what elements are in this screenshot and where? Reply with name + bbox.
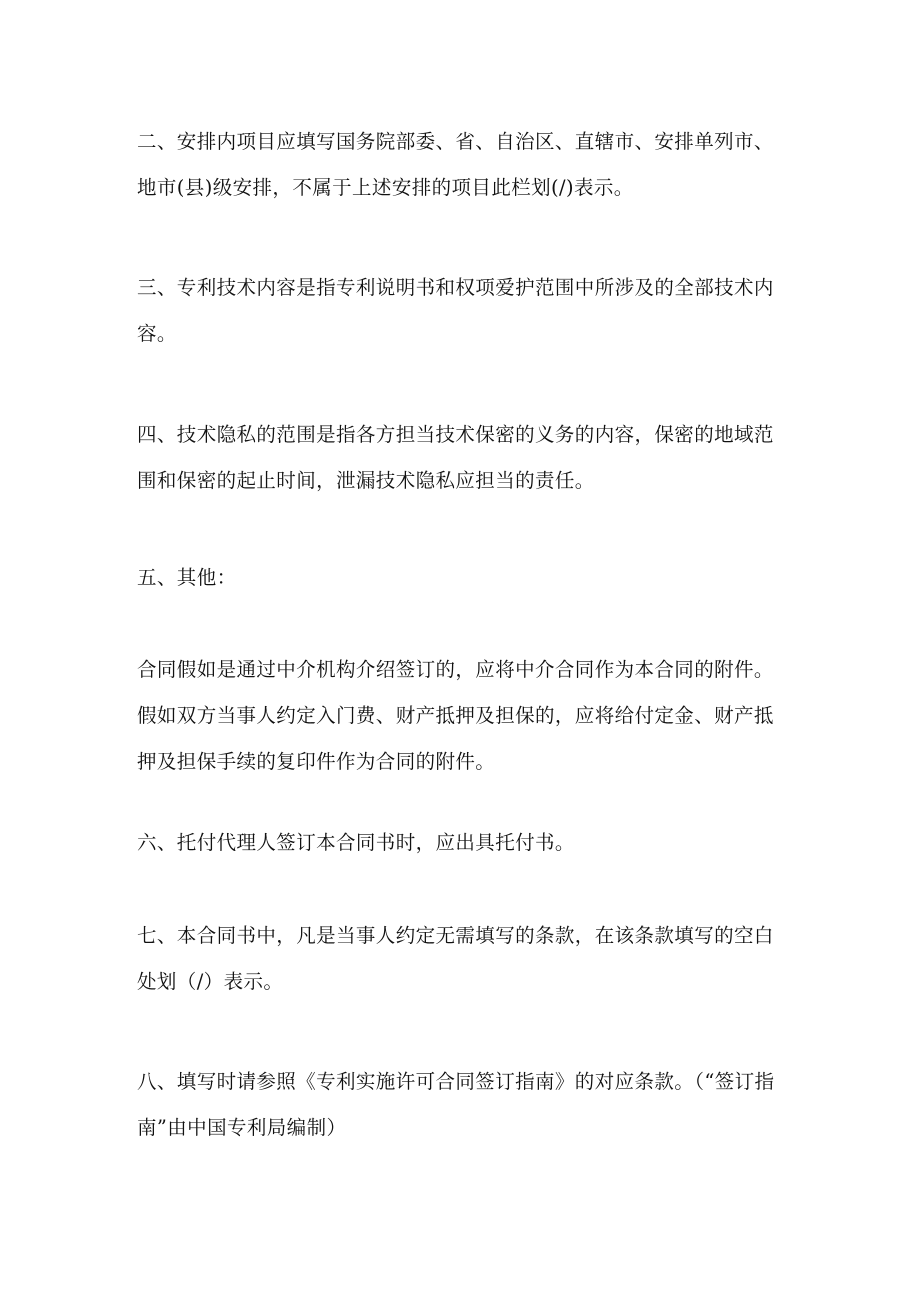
agency-contract-paragraph: 合同假如是通过中介机构介绍签订的，应将中介合同作为本合同的附件。假如双方当事人约定入门费、财产抵押及担保的，应将给付定金、财产抵押及担保手续的复印件作为合同的附件。 — [137, 658, 774, 773]
clause-four-paragraph: 四、技术隐私的范围是指各方担当技术保密的义务的内容，保密的地域范围和保密的起止时间，泄漏技术隐私应担当的责任。 — [137, 423, 774, 492]
clause-two-paragraph: 二、安排内项目应填写国务院部委、省、自治区、直辖市、安排单列市、地市(县)级安排，不属于上述安排的项目此栏划(/)表示。 — [137, 130, 774, 199]
clause-five-heading: 五、其他： — [137, 566, 237, 589]
clause-eight-paragraph: 八、填写时请参照《专利实施许可合同签订指南》的对应条款。（“签订指南”由中国专利局编制） — [137, 1070, 775, 1139]
clause-seven-paragraph: 七、本合同书中，凡是当事人约定无需填写的条款，在该条款填写的空白处划（/）表示。 — [137, 924, 774, 993]
clause-six-paragraph: 六、托付代理人签订本合同书时，应出具托付书。 — [137, 831, 575, 854]
clause-three-paragraph: 三、专利技术内容是指专利说明书和权项爱护范围中所涉及的全部技术内容。 — [137, 276, 774, 345]
